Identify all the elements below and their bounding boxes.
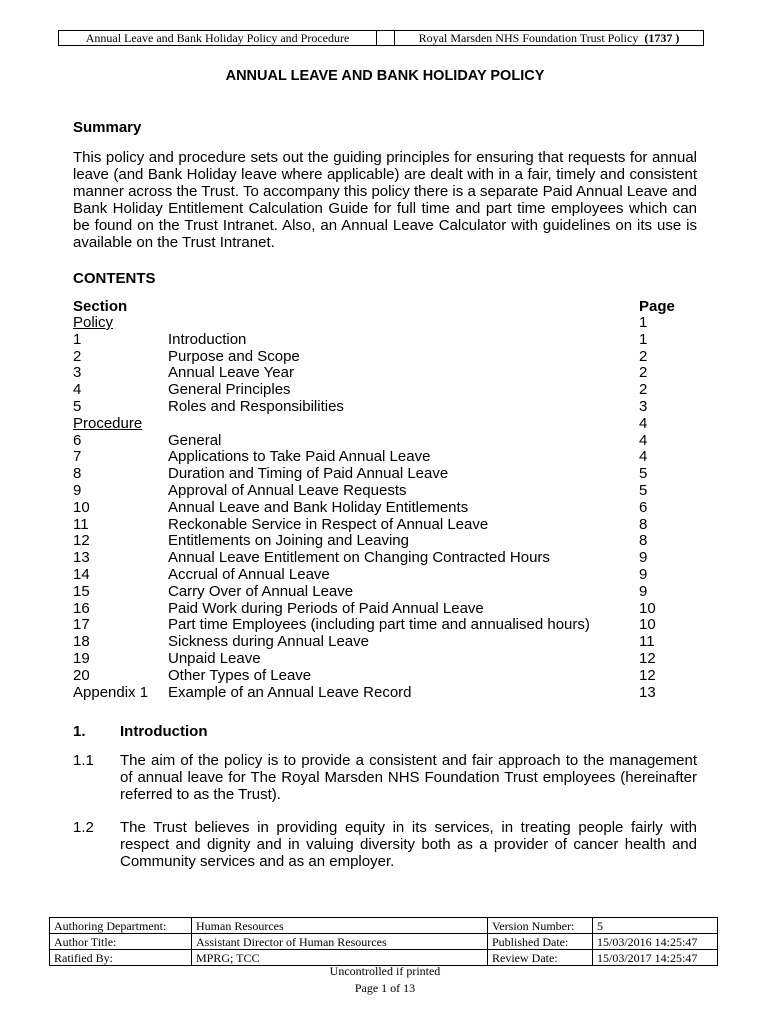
toc-page-number: 4 (639, 414, 648, 432)
document-control-table (49, 917, 718, 966)
toc-row (73, 365, 693, 382)
document-header (58, 30, 704, 46)
toc-section-number: 9 (73, 482, 82, 499)
toc-page-number: 10 (639, 599, 656, 617)
toc-page-number: 12 (639, 666, 656, 684)
authoring-label: Authoring Department: (50, 918, 192, 934)
table-row (50, 934, 718, 950)
toc-row (73, 601, 693, 618)
version-value: 5 (593, 918, 718, 934)
toc-page-number: 5 (639, 482, 648, 499)
toc-section-title: Other Types of Leave (168, 666, 312, 684)
toc-page-number: 8 (639, 532, 648, 550)
toc-section-title: Approval of Annual Leave Requests (168, 482, 407, 499)
toc-page-number: 6 (639, 498, 648, 516)
toc-section-title: Annual Leave Entitlement on Changing Contracted Hours (168, 549, 550, 567)
toc-section-title: Accrual of Annual Leave (168, 566, 330, 583)
author-value: Assistant Director of Human Resources (192, 934, 488, 950)
summary-heading: Summary (73, 119, 142, 136)
toc-page-number: 11 (639, 633, 655, 651)
toc-section-number: 7 (73, 448, 82, 466)
toc-row (73, 399, 693, 416)
toc-row (73, 433, 693, 450)
toc-section-number: 12 (73, 532, 90, 550)
intro-item-text: The Trust believes in providing equity in its services, in treating people fairly with respect and dignity and in valuing diversity both as a provider of cancer health and Community services and as an employer. (120, 819, 697, 870)
toc-page-number: 1 (639, 330, 648, 348)
authoring-value: Human Resources (192, 918, 488, 934)
toc-row (73, 483, 693, 500)
toc-section-title: Roles and Responsibilities (168, 398, 344, 415)
toc-section-number: 5 (73, 398, 82, 415)
toc-row (73, 567, 693, 584)
toc-row (73, 584, 693, 601)
toc-page-number: 13 (639, 683, 656, 701)
version-label: Version Number: (488, 918, 593, 934)
toc-section-number: 19 (73, 650, 90, 667)
toc-page-number: 4 (639, 431, 648, 449)
review-value: 15/03/2017 14:25:47 (593, 950, 718, 966)
toc-page-number: 1 (639, 314, 648, 331)
header-trust-text: Royal Marsden NHS Foundation Trust Policy (418, 30, 639, 45)
review-label: Review Date: (488, 950, 593, 966)
header-policy-number: (1737 ) (644, 30, 680, 45)
toc-row (73, 315, 693, 332)
intro-item-text: The aim of the policy is to provide a consistent and fair approach to the management of annual leave for The Royal Marsden NHS Foundation Trust employees (hereinafter referred to as the Trust). (120, 752, 697, 803)
toc-page-number: 2 (639, 347, 648, 365)
toc-section-number: 16 (73, 599, 90, 617)
summary-text: This policy and procedure sets out the guiding principles for ensuring that requests for annual leave (and Bank Holiday leave where applicable) are dealt with in a fair, timely and consistent manner across the Trust. To accompany this policy there is a separate Paid Annual Leave and Bank Holiday Entitlement Calculation Guide for full time and part time employees which can be found on the Trust Intranet. Also, an Annual Leave Calculator with guidelines on its use is available on the Trust Intranet. (73, 149, 697, 251)
author-label: Author Title: (50, 934, 192, 950)
toc-section-number: 6 (73, 431, 82, 449)
toc-section-title: Annual Leave and Bank Holiday Entitlements (168, 498, 469, 516)
toc-page-number: 9 (639, 549, 648, 567)
toc-section-title: Reckonable Service in Respect of Annual Leave (168, 515, 489, 533)
toc-section-number: 11 (73, 515, 89, 533)
contents-heading: CONTENTS (73, 270, 156, 287)
toc-row (73, 533, 693, 550)
toc-section-title: Carry Over of Annual Leave (168, 582, 354, 600)
intro-item-number: 1.2 (73, 819, 94, 836)
toc-row (73, 466, 693, 483)
toc-section-number: 2 (73, 347, 82, 365)
toc-page-number: 9 (639, 566, 648, 583)
toc-section-title: Introduction (168, 330, 247, 348)
published-value: 15/03/2016 14:25:47 (593, 934, 718, 950)
intro-heading: Introduction (120, 723, 208, 740)
toc-section-title: Sickness during Annual Leave (168, 633, 369, 651)
intro-item-number: 1.1 (73, 752, 94, 769)
toc-section-number: 13 (73, 549, 90, 567)
toc-row (73, 617, 693, 634)
toc-section-number: Policy (73, 314, 114, 331)
toc-section-number: 18 (73, 633, 90, 651)
page-title: ANNUAL LEAVE AND BANK HOLIDAY POLICY (225, 68, 545, 84)
toc-page-number: 12 (639, 650, 656, 667)
toc-section-title: Duration and Timing of Paid Annual Leave (168, 465, 449, 483)
toc-section-title: Part time Employees (including part time and annualised hours) (168, 616, 590, 634)
header-trust-policy (395, 31, 703, 45)
published-label: Published Date: (488, 934, 593, 950)
toc-section-title: Example of an Annual Leave Record (168, 683, 412, 701)
toc-section-number: 1 (73, 330, 82, 348)
toc-row (73, 651, 693, 668)
header-spacer (377, 31, 395, 45)
toc-page-number: 5 (639, 465, 648, 483)
toc-row (73, 668, 693, 685)
toc-page-number: 4 (639, 448, 648, 466)
toc-page-number: 10 (639, 616, 656, 634)
toc-page-number: 8 (639, 515, 648, 533)
toc-section-title: Entitlements on Joining and Leaving (168, 532, 409, 550)
toc-section-number: Procedure (73, 414, 143, 432)
toc-row (73, 685, 693, 702)
toc-page-number: 2 (639, 364, 648, 382)
toc-section-number: 10 (73, 498, 90, 516)
header-policy-title: Annual Leave and Bank Holiday Policy and Procedure (59, 31, 377, 45)
toc-row (73, 550, 693, 567)
toc-row (73, 349, 693, 366)
ratified-label: Ratified By: (50, 950, 192, 966)
toc-page-number: 2 (639, 381, 648, 399)
toc-section-number: 8 (73, 465, 82, 483)
toc-section-number: 3 (73, 364, 82, 382)
toc-row (73, 382, 693, 399)
toc-section-number: 17 (73, 616, 90, 634)
contents-page-header: Page (639, 298, 675, 315)
toc-row (73, 332, 693, 349)
toc-section-title: Paid Work during Periods of Paid Annual Leave (168, 599, 484, 617)
toc-section-title: General (168, 431, 222, 449)
toc-row (73, 449, 693, 466)
table-row (50, 918, 718, 934)
toc-section-title: Purpose and Scope (168, 347, 300, 365)
uncontrolled-notice: Uncontrolled if printed (329, 964, 441, 978)
toc-row (73, 500, 693, 517)
intro-number: 1. (73, 723, 86, 740)
toc-row (73, 634, 693, 651)
toc-section-title: Unpaid Leave (168, 650, 261, 667)
toc-section-title: Annual Leave Year (168, 364, 294, 382)
toc-row (73, 517, 693, 534)
toc-page-number: 3 (639, 398, 648, 415)
table-of-contents (73, 315, 703, 705)
toc-section-number: 14 (73, 566, 90, 583)
toc-section-number: 4 (73, 381, 82, 399)
contents-section-header: Section (73, 298, 128, 315)
toc-section-title: Applications to Take Paid Annual Leave (168, 448, 431, 466)
toc-section-number: Appendix 1 (73, 683, 149, 701)
toc-section-number: 20 (73, 666, 90, 684)
ratified-value: MPRG; TCC (192, 950, 488, 966)
toc-page-number: 9 (639, 582, 648, 600)
toc-section-number: 15 (73, 582, 90, 600)
toc-section-title: General Principles (168, 381, 291, 399)
toc-row (73, 416, 693, 433)
page-number: Page 1 of 13 (354, 981, 416, 995)
